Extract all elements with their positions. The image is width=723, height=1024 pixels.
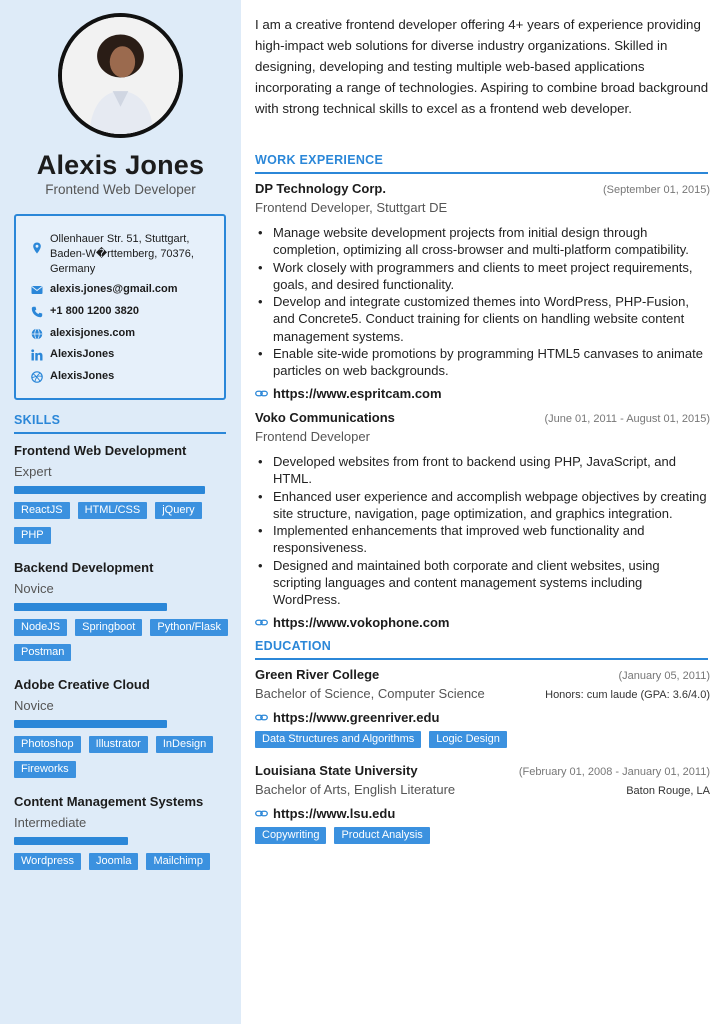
bullet-item: • Designed and maintained both corporate and client websites, using scripting languages and content management systems including WordPress.	[255, 557, 710, 609]
education-entry	[255, 763, 710, 844]
bullet-item: • Implemented enhancements that improved web functionality and responsiveness.	[255, 522, 710, 557]
skill-level-bar	[14, 486, 205, 494]
skill-name: Frontend Web Development	[14, 443, 187, 458]
school-link-text: https://www.lsu.edu	[273, 806, 396, 821]
contact-email[interactable]	[30, 283, 178, 297]
main-content	[241, 0, 723, 1024]
skill-item	[14, 677, 229, 778]
skill-tag: Photoshop	[14, 736, 81, 753]
contact-linkedin[interactable]	[30, 348, 114, 362]
skill-item	[14, 794, 229, 870]
work-entry	[255, 410, 710, 630]
skill-tag: HTML/CSS	[78, 502, 148, 519]
skill-level: Intermediate	[14, 815, 87, 830]
course-tag: Logic Design	[429, 731, 507, 748]
bullet-list	[255, 453, 710, 609]
skill-tag: PHP	[14, 527, 51, 544]
course-tag: Product Analysis	[334, 827, 429, 844]
skill-name: Content Management Systems	[14, 794, 204, 809]
skill-tag: Postman	[14, 644, 71, 661]
link-icon	[255, 807, 269, 821]
contact-address	[30, 232, 215, 277]
skill-name: Backend Development	[14, 560, 154, 575]
job-role: Frontend Developer, Stuttgart DE	[255, 200, 448, 215]
bullet-item: • Work closely with programmers and clients to meet project requirements, goals, and desired functionality.	[255, 259, 710, 294]
contact-website[interactable]	[30, 327, 135, 341]
skill-level: Expert	[14, 464, 52, 479]
contact-address-text: Ollenhauer Str. 51, Stuttgart, Baden-W�rttemberg, 70376, Germany	[50, 233, 194, 275]
date-range: (June 01, 2011 - August 01, 2015)	[544, 413, 710, 425]
company-name: Voko Communications	[255, 410, 395, 425]
course-tag: Data Structures and Algorithms	[255, 731, 421, 748]
school-link[interactable]	[255, 710, 710, 725]
skill-level-bar	[14, 837, 128, 845]
education-heading: EDUCATION	[255, 639, 708, 660]
contact-phone[interactable]	[30, 305, 139, 319]
skill-tags	[14, 619, 229, 661]
skill-tags	[14, 502, 229, 544]
skill-tag: ReactJS	[14, 502, 70, 519]
course-tag: Copywriting	[255, 827, 326, 844]
school-link-text: https://www.greenriver.edu	[273, 710, 440, 725]
skill-level: Novice	[14, 698, 54, 713]
bullet-item: • Enable site-wide promotions by programming HTML5 canvases to animate particles on web backgrounds.	[255, 345, 710, 380]
skill-tag: Illustrator	[89, 736, 148, 753]
link-icon	[255, 711, 269, 725]
contact-email-text: alexis.jones@gmail.com	[50, 283, 178, 295]
education-entry	[255, 667, 710, 748]
date-range: (February 01, 2008 - January 01, 2011)	[518, 766, 710, 778]
dribbble-icon	[30, 370, 44, 384]
work-entry	[255, 181, 710, 401]
skill-level-bar	[14, 603, 167, 611]
link-icon	[255, 615, 269, 629]
skill-tag: Fireworks	[14, 761, 76, 778]
contact-box	[14, 214, 226, 400]
course-tags	[255, 731, 710, 748]
location-text: Baton Rouge, LA	[626, 785, 710, 797]
school-name: Louisiana State University	[255, 763, 418, 778]
skill-tag: NodeJS	[14, 619, 67, 636]
contact-website-text: alexisjones.com	[50, 327, 135, 339]
globe-icon	[30, 327, 44, 341]
skill-item	[14, 560, 229, 661]
bullet-list	[255, 224, 710, 380]
profile-photo-image	[62, 17, 179, 134]
summary-paragraph: I am a creative frontend developer offering 4+ years of experience providing high-impact web solutions for diverse industry organizations. Skilled in designing, developing and testing multiple web-based applications incorporating a range of technologies. Aspiring to combine broad background with strong technical skills to excel as a frontend web developer.	[255, 17, 709, 116]
link-icon	[255, 386, 269, 400]
degree: Bachelor of Science, Computer Science	[255, 686, 485, 701]
company-link[interactable]	[255, 386, 710, 401]
bullet-item: • Enhanced user experience and accomplish webpage objectives by creating site structure, navigation, page optimization, and graphics integration.	[255, 488, 710, 523]
contact-phone-text: +1 800 1200 3820	[50, 305, 140, 317]
sidebar	[0, 0, 241, 1024]
skills-heading: SKILLS	[14, 413, 226, 434]
skill-tags	[14, 853, 229, 870]
skill-tags	[14, 736, 229, 778]
company-link[interactable]	[255, 615, 710, 630]
profile-photo	[58, 13, 183, 138]
linkedin-icon	[30, 348, 44, 362]
person-name: Alexis Jones	[36, 150, 205, 180]
skill-tag: Joomla	[89, 853, 138, 870]
degree: Bachelor of Arts, English Literature	[255, 782, 456, 797]
company-link-text: https://www.vokophone.com	[273, 614, 450, 630]
bullet-item: • Develop and integrate customized themes into WordPress, PHP-Fusion, and Concrete5. Conduct training for clients on handling website content management systems.	[255, 293, 710, 345]
skill-tag: Mailchimp	[146, 853, 210, 870]
skill-item	[14, 443, 229, 544]
contact-dribbble[interactable]	[30, 370, 114, 384]
skill-level-bar	[14, 720, 167, 728]
date-range: (January 05, 2011)	[618, 670, 710, 682]
phone-icon	[30, 305, 44, 319]
honors-text: Honors: cum laude (GPA: 3.6/4.0)	[545, 689, 710, 701]
skill-level: Novice	[14, 581, 54, 596]
bullet-item: • Manage website development projects from initial design through completion, optimizing all cross-browser and multi-platform compatibility.	[255, 224, 710, 259]
skill-tag: InDesign	[156, 736, 213, 753]
company-name: DP Technology Corp.	[255, 181, 386, 196]
company-link-text: https://www.espritcam.com	[273, 385, 442, 401]
person-title: Frontend Web Developer	[45, 182, 196, 197]
skill-tag: Springboot	[75, 619, 142, 636]
work-experience-heading: WORK EXPERIENCE	[255, 153, 708, 174]
skill-tag: Python/Flask	[150, 619, 228, 636]
skill-tag: Wordpress	[14, 853, 81, 870]
contact-linkedin-text: AlexisJones	[50, 348, 115, 360]
school-name: Green River College	[255, 667, 380, 682]
date-range: (September 01, 2015)	[602, 184, 710, 196]
contact-dribbble-text: AlexisJones	[50, 370, 115, 382]
school-link[interactable]	[255, 806, 710, 821]
skill-name: Adobe Creative Cloud	[14, 677, 150, 692]
skill-tag: jQuery	[155, 502, 201, 519]
bullet-item: • Developed websites from front to backend using PHP, JavaScript, and HTML.	[255, 453, 710, 488]
job-role: Frontend Developer	[255, 429, 370, 444]
location-pin-icon	[30, 241, 44, 255]
course-tags	[255, 827, 710, 844]
envelope-icon	[30, 283, 44, 297]
